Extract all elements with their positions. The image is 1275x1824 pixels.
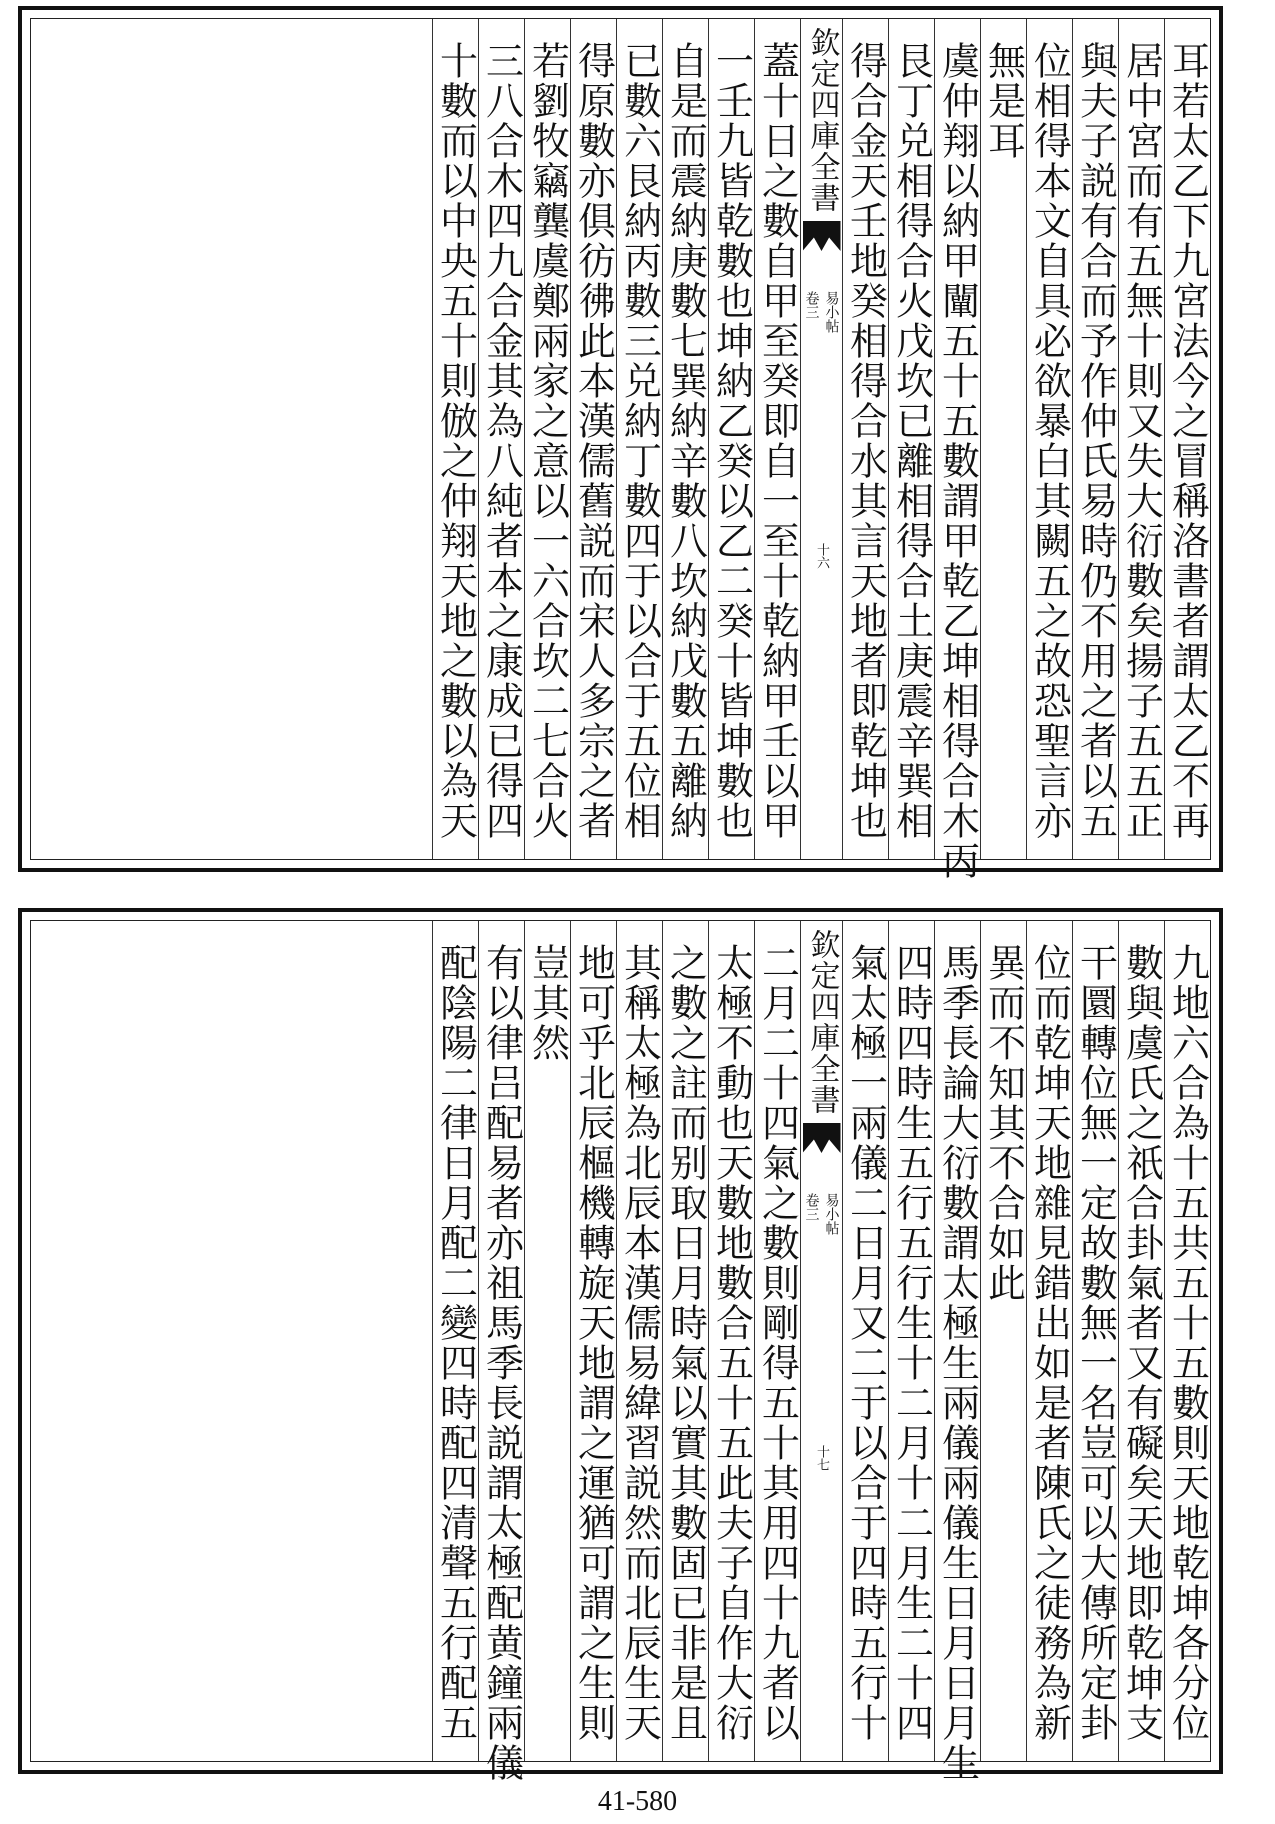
text-column: 與夫子説有合而予作仲氏易時仍不用之者以五	[1072, 19, 1118, 859]
center-margin-banner	[800, 921, 842, 1761]
upper-page-inner-border	[30, 18, 1211, 881]
text-column: 豈其然	[524, 921, 570, 1761]
text-column: 得原數亦俱彷彿此本漢儒舊説而宋人多宗之者	[570, 19, 616, 859]
text-column: 一壬九皆乾數也坤納乙癸以乙二癸十皆坤數也	[708, 19, 754, 859]
text-column: 十數而以中央五十則倣之仲翔天地之數以為天	[432, 19, 478, 859]
fishtail-mark	[803, 1123, 841, 1153]
text-column: 其稱太極為北辰本漢儒易緯習説然而北辰生天	[616, 921, 662, 1761]
text-column: 虞仲翔以納甲闡五十五數謂甲乾乙坤相得合木丙	[934, 19, 980, 859]
folio-number: 十六	[814, 543, 829, 569]
text-column: 若劉牧竊龔虞鄭兩家之意以一六合坎二七合火	[524, 19, 570, 859]
text-column: 地可乎北辰樞機轉旋天地謂之運猶可謂之生則	[570, 921, 616, 1761]
text-column: 耳若太乙下九宮法今之冒稱洛書者謂太乙不再	[1164, 19, 1210, 859]
text-column: 之數之註而别取日月時氣以實其數固已非是且	[662, 921, 708, 1761]
book-title: 易小帖	[823, 1193, 840, 1235]
juan-label: 卷三	[803, 291, 820, 319]
text-column: 太極不動也天數地數合五十五此夫子自作大衍	[708, 921, 754, 1761]
book-title: 易小帖	[823, 291, 840, 333]
text-column: 干圜轉位無一定故數無一名豈可以大傳所定卦	[1072, 921, 1118, 1761]
center-margin-banner	[800, 19, 842, 859]
lower-page-inner-border	[30, 920, 1211, 1783]
text-column: 三八合木四九合金其為八純者本之康成已得四	[478, 19, 524, 859]
fishtail-mark	[803, 221, 841, 251]
text-column: 居中宮而有五無十則又失大衍數矣揚子五五正	[1118, 19, 1164, 859]
series-title: 欽定四庫全書	[804, 929, 840, 1115]
lower-columns	[31, 921, 1210, 1783]
page-number: 41-580	[597, 1786, 678, 1817]
text-column: 艮丁兑相得合火戊坎已離相得合土庚震辛巽相	[888, 19, 934, 859]
book-label	[804, 291, 840, 333]
text-column: 氣太極一兩儀二日月又二于以合于四時五行十	[842, 921, 888, 1761]
text-column: 得合金天壬地癸相得合水其言天地者即乾坤也	[842, 19, 888, 859]
text-column: 位相得本文自具必欲暴白其闕五之故恐聖言亦	[1026, 19, 1072, 859]
upper-page-frame	[18, 6, 1223, 881]
text-column: 蓋十日之數自甲至癸即自一至十乾納甲壬以甲	[754, 19, 800, 859]
upper-columns	[31, 19, 1210, 881]
text-column: 馬季長論大衍數謂太極生兩儀兩儀生日月日月生	[934, 921, 980, 1761]
text-column: 異而不知其不合如此	[980, 921, 1026, 1761]
text-column: 有以律吕配易者亦祖馬季長説謂太極配黄鐘兩儀	[478, 921, 524, 1761]
text-column: 已數六艮納丙數三兑納丁數四于以合于五位相	[616, 19, 662, 859]
text-column: 二月二十四氣之數則剛得五十其用四十九者以	[754, 921, 800, 1761]
text-column: 位而乾坤天地雜見錯出如是者陳氏之徒務為新	[1026, 921, 1072, 1761]
series-title: 欽定四庫全書	[804, 27, 840, 213]
text-column: 配陰陽二律日月配二變四時配四清聲五行配五	[432, 921, 478, 1761]
text-column: 無是耳	[980, 19, 1026, 859]
text-column: 四時四時生五行五行生十二月十二月生二十四	[888, 921, 934, 1761]
juan-label: 卷三	[803, 1193, 820, 1221]
lower-page-frame	[18, 908, 1223, 1783]
folio-number: 十七	[814, 1445, 829, 1471]
text-column: 九地六合為十五共五十五數則天地乾坤各分位	[1164, 921, 1210, 1761]
text-column: 數與虞氏之祇合卦氣者又有礙矣天地即乾坤支	[1118, 921, 1164, 1761]
book-label	[804, 1193, 840, 1235]
text-column: 自是而震納庚數七巽納辛數八坎納戊數五離納	[662, 19, 708, 859]
